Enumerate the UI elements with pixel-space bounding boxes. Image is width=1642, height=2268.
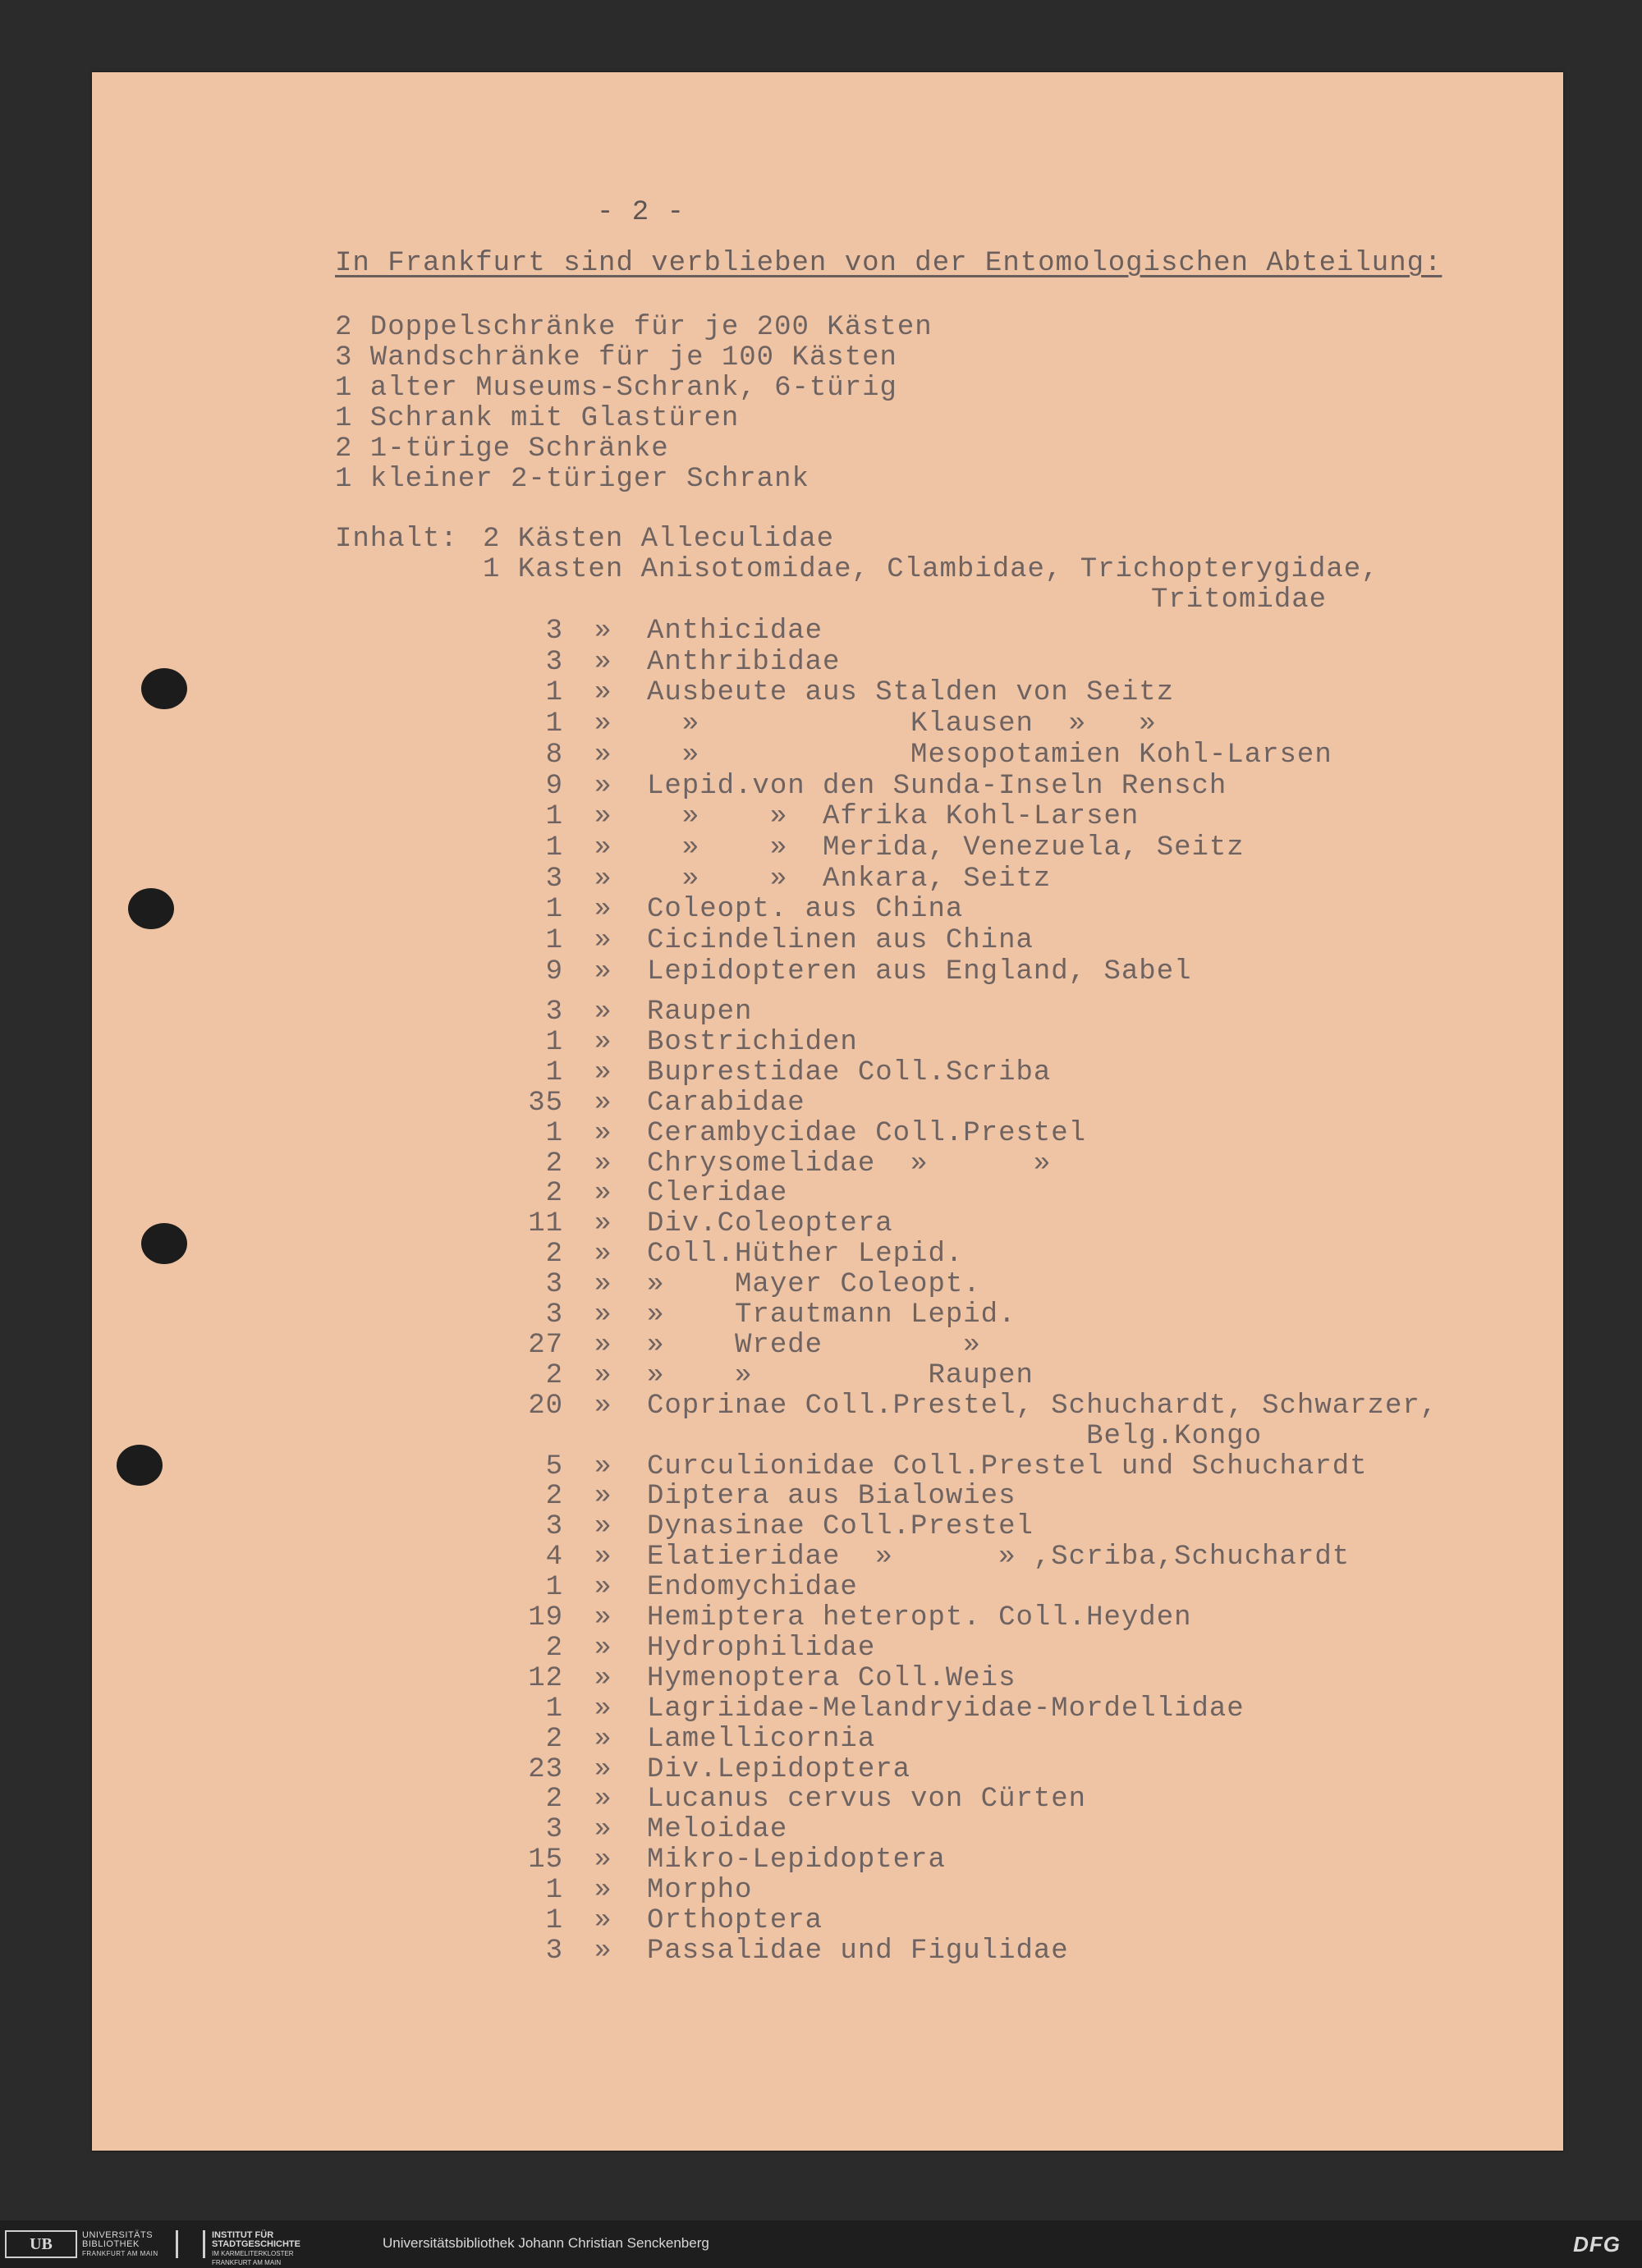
item-quantity: 23 [528, 1753, 563, 1785]
item-description: Buprestidae Coll.Scriba [647, 1056, 1052, 1088]
inst-text-line: FRANKFURT AM MAIN [212, 2259, 282, 2266]
ditto-mark: » [594, 863, 612, 895]
ditto-mark: » [594, 925, 612, 956]
ditto-mark: » [594, 894, 612, 926]
item-description: Lagriidae-Melandryidae-Mordellidae [647, 1693, 1245, 1725]
contents-second-continuation: Tritomidae [1151, 584, 1328, 616]
item-quantity: 3 [545, 1299, 563, 1331]
item-quantity: 2 [545, 1239, 563, 1271]
item-quantity: 3 [545, 646, 563, 678]
ditto-mark: » [594, 1693, 612, 1725]
ditto-mark: » [594, 1148, 612, 1180]
item-quantity: 1 [545, 708, 563, 740]
ditto-mark: » [594, 1239, 612, 1271]
item-quantity: 1 [545, 832, 563, 864]
inst-text-line: IM KARMELITERKLOSTER [212, 2250, 294, 2257]
item-quantity: 2 [545, 1481, 563, 1513]
item-quantity: 4 [545, 1542, 563, 1574]
item-description: Elatieridae » » ,Scriba,Schuchardt [647, 1542, 1351, 1574]
ditto-mark: » [594, 1875, 612, 1907]
item-description: » » Afrika Kohl-Larsen [647, 801, 1140, 833]
item-quantity: 9 [545, 770, 563, 802]
item-quantity: 2 [545, 1148, 563, 1180]
item-description: Coll.Hüther Lepid. [647, 1239, 964, 1271]
furniture-item: 2 1-türige Schränke [335, 433, 669, 465]
ditto-mark: » [594, 1178, 612, 1210]
item-quantity: 3 [545, 1511, 563, 1543]
item-quantity: 1 [545, 925, 563, 956]
item-quantity: 12 [528, 1662, 563, 1694]
item-quantity: 1 [545, 1905, 563, 1936]
furniture-item: 1 kleiner 2-türiger Schrank [335, 464, 810, 495]
item-quantity: 3 [545, 1269, 563, 1301]
item-quantity: 3 [545, 863, 563, 895]
ub-logo-text [82, 2231, 158, 2258]
ditto-mark: » [594, 801, 612, 833]
item-quantity: 3 [545, 616, 563, 647]
ditto-mark: » [594, 1299, 612, 1331]
ditto-mark: » [594, 739, 612, 771]
ub-text-line: UNIVERSITÄTS [82, 2230, 154, 2240]
ditto-mark: » [594, 1784, 612, 1816]
item-quantity: 9 [545, 955, 563, 987]
item-description: » » Ankara, Seitz [647, 863, 1052, 895]
item-description: Raupen [647, 997, 753, 1028]
ditto-mark: » [594, 1208, 612, 1240]
inst-text-line: STADTGESCHICHTE [212, 2239, 300, 2249]
item-quantity: 2 [545, 1359, 563, 1391]
ditto-mark: » [594, 832, 612, 864]
furniture-item: 3 Wandschränke für je 100 Kästen [335, 342, 897, 373]
ditto-mark: » [594, 677, 612, 709]
item-description: Hemiptera heteropt. Coll.Heyden [647, 1602, 1192, 1633]
ditto-mark: » [594, 1390, 612, 1422]
item-description: Carabidae [647, 1087, 805, 1119]
item-description: Dynasinae Coll.Prestel [647, 1511, 1034, 1543]
ditto-mark: » [594, 1026, 612, 1058]
item-description: Diptera aus Bialowies [647, 1481, 1016, 1513]
item-quantity: 19 [528, 1602, 563, 1633]
item-quantity: 8 [545, 739, 563, 771]
item-description: Cerambycidae Coll.Prestel [647, 1117, 1087, 1149]
item-quantity: 15 [528, 1844, 563, 1876]
ditto-mark: » [594, 616, 612, 647]
item-quantity: 1 [545, 1693, 563, 1725]
item-description: Lucanus cervus von Cürten [647, 1784, 1087, 1816]
item-description: Endomychidae [647, 1572, 858, 1604]
item-description: Mikro-Lepidoptera [647, 1844, 946, 1876]
item-description: Lepid.von den Sunda-Inseln Rensch [647, 770, 1227, 802]
ditto-mark: » [594, 1087, 612, 1119]
item-quantity: 3 [545, 1935, 563, 1967]
ub-logo[interactable]: UB [5, 2230, 77, 2258]
item-description: Hydrophilidae [647, 1632, 876, 1664]
ditto-mark: » [594, 1481, 612, 1513]
item-description: » Mesopotamien Kohl-Larsen [647, 739, 1332, 771]
item-quantity: 27 [528, 1329, 563, 1361]
item-description: Lepidopteren aus England, Sabel [647, 955, 1192, 987]
dfg-logo[interactable]: DFG [1573, 2232, 1621, 2257]
item-quantity: 1 [545, 1875, 563, 1907]
item-quantity: 1 [545, 801, 563, 833]
item-description: Curculionidae Coll.Prestel und Schuchardt [647, 1450, 1368, 1482]
item-quantity: 1 [545, 1056, 563, 1088]
ditto-mark: » [594, 1329, 612, 1361]
item-description: Anthicidae [647, 616, 823, 647]
item-quantity: 1 [545, 1117, 563, 1149]
ditto-mark: » [594, 1753, 612, 1785]
item-description: Passalidae und Figulidae [647, 1935, 1069, 1967]
ditto-mark: » [594, 1602, 612, 1633]
item-description: Cicindelinen aus China [647, 925, 1034, 956]
item-description: Cleridae [647, 1178, 788, 1210]
item-quantity: 2 [545, 1784, 563, 1816]
item-quantity: 2 [545, 1632, 563, 1664]
ditto-mark: » [594, 1542, 612, 1574]
item-description: » Mayer Coleopt. [647, 1269, 981, 1301]
ditto-mark: » [594, 1511, 612, 1543]
ditto-mark: » [594, 1572, 612, 1604]
ditto-mark: » [594, 1935, 612, 1967]
institute-logo[interactable] [176, 2230, 205, 2258]
item-description: Orthoptera [647, 1905, 823, 1936]
ditto-mark: » [594, 646, 612, 678]
furniture-item: 1 alter Museums-Schrank, 6-türig [335, 373, 897, 404]
item-description: Div.Coleoptera [647, 1208, 893, 1240]
ditto-mark: » [594, 1905, 612, 1936]
institute-logo-text [212, 2231, 300, 2267]
item-quantity: 1 [545, 677, 563, 709]
library-name[interactable]: Universitätsbibliothek Johann Christian Senckenberg [383, 2235, 709, 2251]
item-description: Coprinae Coll.Prestel, Schuchardt, Schwarzer, [647, 1390, 1438, 1422]
inst-text-line: INSTITUT FÜR [212, 2230, 274, 2240]
item-quantity: 1 [545, 1026, 563, 1058]
furniture-item: 2 Doppelschränke für je 200 Kästen [335, 312, 933, 343]
item-description: » » Merida, Venezuela, Seitz [647, 832, 1245, 864]
item-quantity: 3 [545, 1814, 563, 1846]
ditto-mark: » [594, 997, 612, 1028]
item-description: Meloidae [647, 1814, 788, 1846]
furniture-item: 1 Schrank mit Glastüren [335, 403, 740, 434]
contents-second-entry: 1 Kasten Anisotomidae, Clambidae, Trichopterygidae, [483, 554, 1379, 585]
ditto-mark: » [594, 1269, 612, 1301]
section-heading: In Frankfurt sind verblieben von der Entomologischen Abteilung: [335, 248, 1442, 279]
item-quantity: 35 [528, 1087, 563, 1119]
item-description: Hymenoptera Coll.Weis [647, 1662, 1016, 1694]
page-number: - 2 - [597, 197, 686, 228]
ditto-mark: » [594, 1814, 612, 1846]
footer-bar [0, 2220, 1642, 2268]
typed-document [92, 72, 1563, 2151]
item-description: Ausbeute aus Stalden von Seitz [647, 677, 1175, 709]
item-description: Coleopt. aus China [647, 894, 964, 926]
item-description: Bostrichiden [647, 1026, 858, 1058]
item-description: » Wrede » [647, 1329, 981, 1361]
ditto-mark: » [594, 955, 612, 987]
item-quantity: 5 [545, 1450, 563, 1482]
ditto-mark: » [594, 1117, 612, 1149]
item-quantity: 2 [545, 1723, 563, 1755]
ditto-mark: » [594, 1359, 612, 1391]
item-quantity: 1 [545, 894, 563, 926]
item-description: Morpho [647, 1875, 753, 1907]
ditto-mark: » [594, 1056, 612, 1088]
item-quantity: 1 [545, 1572, 563, 1604]
item-description: Div.Lepidoptera [647, 1753, 911, 1785]
item-description: Belg.Kongo [647, 1420, 1263, 1452]
ditto-mark: » [594, 1632, 612, 1664]
ditto-mark: » [594, 1723, 612, 1755]
item-quantity: 20 [528, 1390, 563, 1422]
item-description: » Trautmann Lepid. [647, 1299, 1016, 1331]
ditto-mark: » [594, 770, 612, 802]
item-quantity: 11 [528, 1208, 563, 1240]
item-description: Lamellicornia [647, 1723, 876, 1755]
ub-text-line: BIBLIOTHEK [82, 2239, 140, 2249]
item-description: » » Raupen [647, 1359, 1034, 1391]
item-quantity: 2 [545, 1178, 563, 1210]
ditto-mark: » [594, 1844, 612, 1876]
item-description: » Klausen » » [647, 708, 1157, 740]
ditto-mark: » [594, 1450, 612, 1482]
contents-label: Inhalt: [335, 524, 458, 555]
ub-text-line: FRANKFURT AM MAIN [82, 2250, 158, 2257]
ditto-mark: » [594, 1662, 612, 1694]
ditto-mark: » [594, 708, 612, 740]
document-page [92, 72, 1563, 2151]
item-description: Anthribidae [647, 646, 841, 678]
item-quantity: 3 [545, 997, 563, 1028]
item-description: Chrysomelidae » » [647, 1148, 1052, 1180]
contents-first-entry: 2 Kästen Alleculidae [483, 524, 835, 555]
